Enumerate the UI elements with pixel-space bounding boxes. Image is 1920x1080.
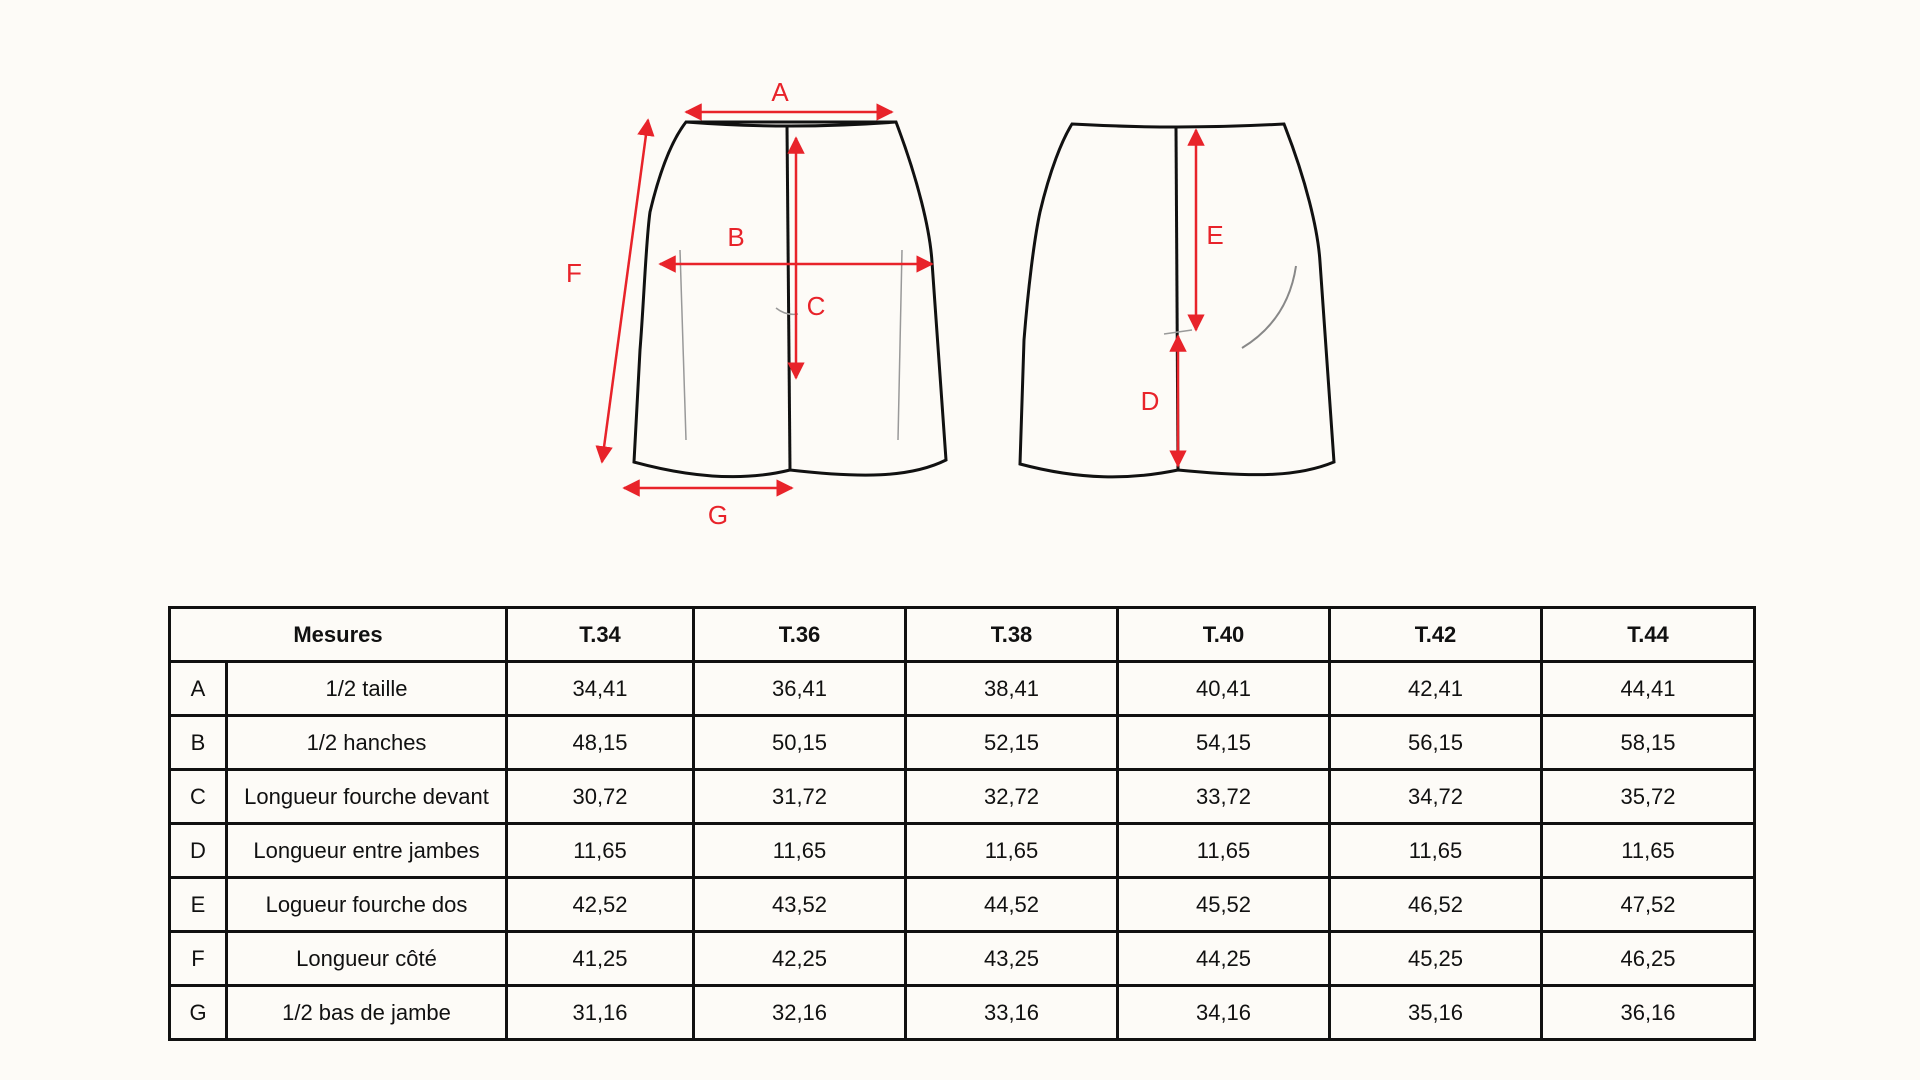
measure-value: 11,65 xyxy=(906,824,1118,878)
measure-value: 32,72 xyxy=(906,770,1118,824)
measure-value: 50,15 xyxy=(694,716,906,770)
measure-value: 44,41 xyxy=(1542,662,1755,716)
measures-header: Mesures xyxy=(170,608,507,662)
measure-label: Logueur fourche dos xyxy=(227,878,507,932)
measure-value: 58,15 xyxy=(1542,716,1755,770)
measure-value: 38,41 xyxy=(906,662,1118,716)
arrow-f xyxy=(602,120,648,462)
measure-value: 11,65 xyxy=(1542,824,1755,878)
measure-value: 43,52 xyxy=(694,878,906,932)
measure-label: 1/2 bas de jambe xyxy=(227,986,507,1040)
measure-code: E xyxy=(170,878,227,932)
measure-value: 11,65 xyxy=(507,824,694,878)
table-header-row xyxy=(170,608,1755,662)
measure-value: 11,65 xyxy=(694,824,906,878)
size-header: T.40 xyxy=(1118,608,1330,662)
measure-value: 45,52 xyxy=(1118,878,1330,932)
label-d: D xyxy=(1140,386,1160,416)
size-chart-table xyxy=(168,606,1756,1041)
measure-code: D xyxy=(170,824,227,878)
table-row xyxy=(170,986,1755,1040)
measure-code: A xyxy=(170,662,227,716)
measure-value: 43,25 xyxy=(906,932,1118,986)
table-row xyxy=(170,878,1755,932)
table-row xyxy=(170,824,1755,878)
measure-value: 40,41 xyxy=(1118,662,1330,716)
measure-code: B xyxy=(170,716,227,770)
label-a: A xyxy=(771,77,789,107)
size-header: T.34 xyxy=(507,608,694,662)
measure-value: 36,41 xyxy=(694,662,906,716)
measure-value: 46,52 xyxy=(1330,878,1542,932)
measure-value: 46,25 xyxy=(1542,932,1755,986)
size-header: T.36 xyxy=(694,608,906,662)
measure-value: 34,41 xyxy=(507,662,694,716)
measure-label: Longueur côté xyxy=(227,932,507,986)
measure-value: 35,16 xyxy=(1330,986,1542,1040)
measure-value: 32,16 xyxy=(694,986,906,1040)
measure-value: 11,65 xyxy=(1330,824,1542,878)
measure-code: G xyxy=(170,986,227,1040)
measure-value: 33,16 xyxy=(906,986,1118,1040)
measure-label: 1/2 hanches xyxy=(227,716,507,770)
measure-value: 41,25 xyxy=(507,932,694,986)
label-c: C xyxy=(806,291,826,321)
table-row xyxy=(170,662,1755,716)
shorts-front-view xyxy=(634,122,946,477)
measure-value: 44,52 xyxy=(906,878,1118,932)
measure-value: 45,25 xyxy=(1330,932,1542,986)
size-header: T.44 xyxy=(1542,608,1755,662)
measure-label: Longueur entre jambes xyxy=(227,824,507,878)
measure-label: 1/2 taille xyxy=(227,662,507,716)
measure-value: 48,15 xyxy=(507,716,694,770)
measure-value: 42,41 xyxy=(1330,662,1542,716)
measure-value: 56,15 xyxy=(1330,716,1542,770)
measure-value: 54,15 xyxy=(1118,716,1330,770)
label-e: E xyxy=(1206,220,1224,250)
measure-value: 31,72 xyxy=(694,770,906,824)
label-g: G xyxy=(707,500,729,530)
label-b: B xyxy=(727,222,745,252)
measure-code: C xyxy=(170,770,227,824)
measure-value: 36,16 xyxy=(1542,986,1755,1040)
measure-value: 34,16 xyxy=(1118,986,1330,1040)
measure-code: F xyxy=(170,932,227,986)
measurement-arrows xyxy=(602,112,1196,488)
measure-value: 52,15 xyxy=(906,716,1118,770)
measure-value: 35,72 xyxy=(1542,770,1755,824)
table-row xyxy=(170,716,1755,770)
label-f: F xyxy=(566,258,582,288)
table-row xyxy=(170,932,1755,986)
size-header: T.38 xyxy=(906,608,1118,662)
measure-value: 42,25 xyxy=(694,932,906,986)
measure-value: 33,72 xyxy=(1118,770,1330,824)
measure-value: 31,16 xyxy=(507,986,694,1040)
measure-value: 47,52 xyxy=(1542,878,1755,932)
table-row xyxy=(170,770,1755,824)
measure-value: 42,52 xyxy=(507,878,694,932)
measure-label: Longueur fourche devant xyxy=(227,770,507,824)
size-header: T.42 xyxy=(1330,608,1542,662)
measure-value: 30,72 xyxy=(507,770,694,824)
measure-value: 44,25 xyxy=(1118,932,1330,986)
measure-value: 34,72 xyxy=(1330,770,1542,824)
measure-value: 11,65 xyxy=(1118,824,1330,878)
